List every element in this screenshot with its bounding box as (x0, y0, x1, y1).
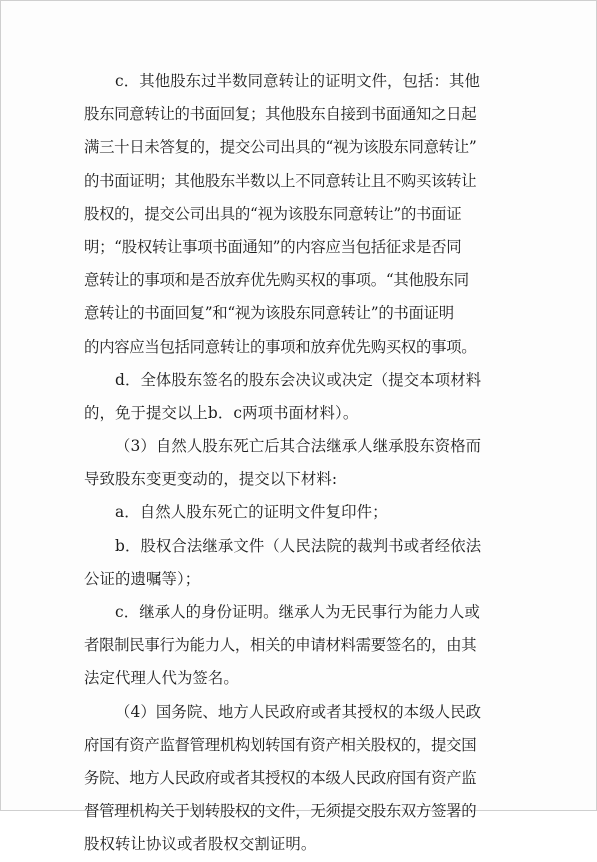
text-line: 的内容应当包括同意转让的事项和放弃优先购买权的事项。 (84, 337, 477, 356)
text-line: 股权转让协议或者股权交割证明。 (84, 835, 317, 854)
text-line: 公证的遗嘱等）； (84, 569, 201, 588)
text-line: 满三十日未答复的，提交公司出具的“视为该股东同意转让” (84, 138, 477, 157)
text-line: （3）自然人股东死亡后其合法继承人继承股东资格而 (115, 437, 482, 456)
text-line: 股东同意转让的书面回复；其他股东自接到书面通知之日起 (84, 105, 477, 124)
text-line: 务院、地方人民政府或者其授权的本级人民政府国有资产监 (84, 768, 477, 787)
text-line: 导致股东变更变动的，提交以下材料: (84, 470, 338, 489)
text-line: 的书面证明；其他股东半数以上不同意转让且不购买该转让 (84, 171, 477, 190)
text-line: 股权的，提交公司出具的“视为该股东同意转让”的书面证 (84, 204, 462, 223)
text-line: 者限制民事行为能力人，相关的申请材料需要签名的，由其 (84, 636, 477, 655)
text-line: c．其他股东过半数同意转让的证明文件，包括：其他 (115, 72, 481, 90)
text-line: b．股权合法继承文件（人民法院的裁判书或者经依法 (115, 536, 482, 555)
text-line: 明；“股权转让事项书面通知”的内容应当包括征求是否同 (84, 237, 462, 256)
text-line: 督管理机构关于划转股权的文件，无须提交股东双方签署的 (84, 802, 477, 821)
text-line: 意转让的事项和是否放弃优先购买权的事项。“其他股东同 (84, 271, 469, 290)
text-line: 意转让的书面回复”和“视为该股东同意转让”的书面证明 (84, 304, 454, 323)
text-line: 法定代理人代为签名。 (84, 669, 239, 688)
text-line: 府国有资产监督管理机构划转国有资产相关股权的，提交国 (84, 735, 477, 754)
document-body (84, 65, 516, 862)
text-line: c．继承人的身份证明。继承人为无民事行为能力人或 (115, 603, 481, 621)
text-line: （4）国务院、地方人民政府或者其授权的本级人民政 (115, 702, 482, 721)
text-line: a．自然人股东死亡的证明文件复印件； (115, 503, 388, 522)
text-line: d．全体股东签名的股东会决议或决定（提交本项材料 (115, 370, 482, 389)
text-line: 的，免于提交以上b．c两项书面材料）。 (84, 403, 359, 422)
